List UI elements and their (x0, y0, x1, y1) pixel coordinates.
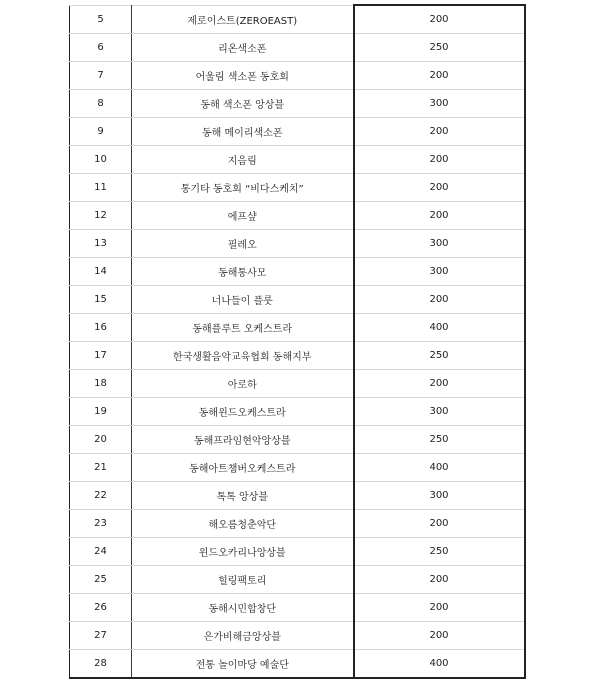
table-body (70, 5, 525, 678)
table-row (70, 398, 525, 426)
row-number-cell: 15 (70, 286, 132, 314)
row-number-cell: 28 (70, 650, 132, 679)
group-name-cell: 해오름청춘악단 (132, 510, 354, 538)
table-row (70, 202, 525, 230)
table-row (70, 342, 525, 370)
row-number-cell: 17 (70, 342, 132, 370)
value-cell: 400 (354, 650, 525, 679)
row-number-cell: 9 (70, 118, 132, 146)
row-number-cell: 24 (70, 538, 132, 566)
value-cell: 200 (354, 202, 525, 230)
value-cell: 200 (354, 118, 525, 146)
table-row (70, 566, 525, 594)
group-name-cell: 동해시민합창단 (132, 594, 354, 622)
value-cell: 400 (354, 454, 525, 482)
group-name-cell: 동해통사모 (132, 258, 354, 286)
table-row (70, 62, 525, 90)
row-number-cell: 6 (70, 34, 132, 62)
row-number-cell: 11 (70, 174, 132, 202)
data-table (69, 4, 526, 679)
group-name-cell: 지음림 (132, 146, 354, 174)
group-name-cell: 동해 색소폰 앙상블 (132, 90, 354, 118)
group-name-cell: 톡톡 앙상블 (132, 482, 354, 510)
value-cell: 200 (354, 146, 525, 174)
value-cell: 300 (354, 482, 525, 510)
value-cell: 200 (354, 566, 525, 594)
group-name-cell: 동해프라임현악앙상블 (132, 426, 354, 454)
value-cell: 300 (354, 398, 525, 426)
group-name-cell: 아로하 (132, 370, 354, 398)
value-cell: 300 (354, 90, 525, 118)
table-row (70, 594, 525, 622)
table-row (70, 230, 525, 258)
value-cell: 200 (354, 622, 525, 650)
table-row (70, 174, 525, 202)
row-number-cell: 27 (70, 622, 132, 650)
value-cell: 250 (354, 342, 525, 370)
group-name-cell: 어울림 색소폰 동호회 (132, 62, 354, 90)
group-name-cell: 윈드오카리나앙상블 (132, 538, 354, 566)
table-row (70, 622, 525, 650)
group-name-cell: 통기타 동호회 “비다스케치” (132, 174, 354, 202)
group-name-cell: 동해플루트 오케스트라 (132, 314, 354, 342)
group-name-cell: 너나들이 플룻 (132, 286, 354, 314)
row-number-cell: 14 (70, 258, 132, 286)
group-name-cell: 힐링팩토리 (132, 566, 354, 594)
table-row (70, 286, 525, 314)
row-number-cell: 26 (70, 594, 132, 622)
row-number-cell: 10 (70, 146, 132, 174)
row-number-cell: 23 (70, 510, 132, 538)
row-number-cell: 12 (70, 202, 132, 230)
table-row (70, 314, 525, 342)
row-number-cell: 13 (70, 230, 132, 258)
value-cell: 400 (354, 314, 525, 342)
value-cell: 200 (354, 286, 525, 314)
row-number-cell: 20 (70, 426, 132, 454)
table-row (70, 5, 525, 34)
row-number-cell: 7 (70, 62, 132, 90)
value-cell: 300 (354, 230, 525, 258)
row-number-cell: 21 (70, 454, 132, 482)
table-row (70, 454, 525, 482)
table-row (70, 482, 525, 510)
group-name-cell: 동해윈드오케스트라 (132, 398, 354, 426)
value-cell: 300 (354, 258, 525, 286)
table-row (70, 258, 525, 286)
group-name-cell: 에프샾 (132, 202, 354, 230)
group-name-cell: 동해아트챔버오케스트라 (132, 454, 354, 482)
group-name-cell: 은가비해금앙상블 (132, 622, 354, 650)
row-number-cell: 25 (70, 566, 132, 594)
value-cell: 250 (354, 34, 525, 62)
table-row (70, 538, 525, 566)
row-number-cell: 18 (70, 370, 132, 398)
table-row (70, 650, 525, 679)
table-row (70, 118, 525, 146)
table-row (70, 426, 525, 454)
group-name-cell: 한국생활음악교육협회 동해지부 (132, 342, 354, 370)
row-number-cell: 19 (70, 398, 132, 426)
group-name-cell: 동해 메이리색소폰 (132, 118, 354, 146)
table-row (70, 90, 525, 118)
value-cell: 200 (354, 510, 525, 538)
value-cell: 200 (354, 62, 525, 90)
value-cell: 200 (354, 594, 525, 622)
row-number-cell: 16 (70, 314, 132, 342)
value-cell: 250 (354, 538, 525, 566)
value-cell: 200 (354, 370, 525, 398)
table-row (70, 510, 525, 538)
row-number-cell: 22 (70, 482, 132, 510)
group-name-cell: 제로이스트(ZEROEAST) (132, 5, 354, 34)
group-name-cell: 리온색소폰 (132, 34, 354, 62)
group-name-cell: 전통 놀이마당 예술단 (132, 650, 354, 679)
group-name-cell: 필레오 (132, 230, 354, 258)
table-row (70, 146, 525, 174)
table-row (70, 34, 525, 62)
table-row (70, 370, 525, 398)
value-cell: 250 (354, 426, 525, 454)
value-cell: 200 (354, 174, 525, 202)
value-cell: 200 (354, 5, 525, 34)
row-number-cell: 5 (70, 5, 132, 34)
row-number-cell: 8 (70, 90, 132, 118)
